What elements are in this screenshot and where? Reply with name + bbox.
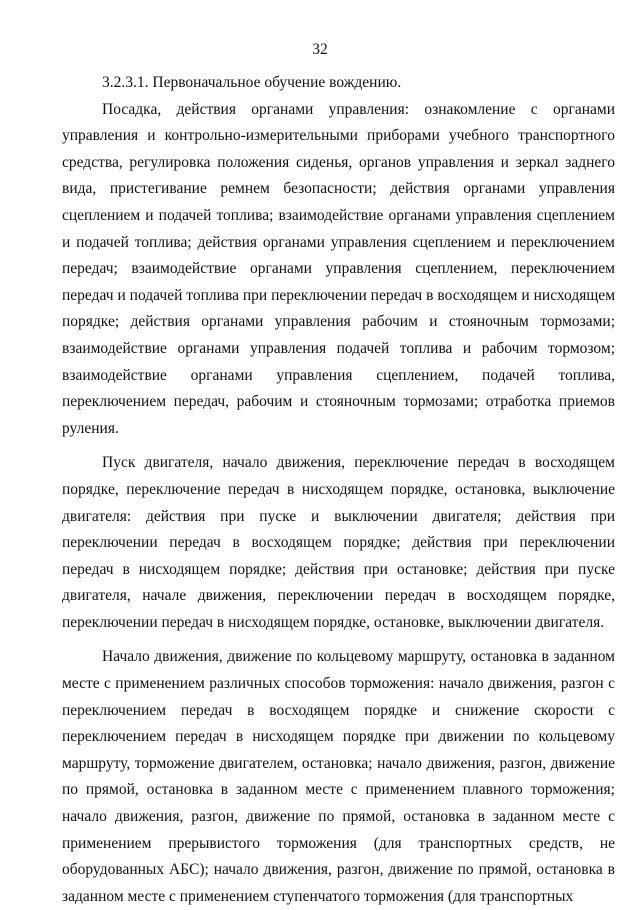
paragraph-circular-route: Начало движения, движение по кольцевому маршруту, остановка в заданном месте с применением различных способов торможения: начало движения, разгон с переключением передач в восходящем порядке и снижение скорости с переключением передач в нисходящем порядке при движении по кольцевому маршруту, торможение двигателем, остановка; начало движения, разгон, движение по прямой, остановка в заданном месте с применением плавного торможения; начало движения, разгон, движение по прямой, остановка в заданном месте с применением прерывистого торможения (для транспортных средств, не оборудованных АБС); начало движения, разгон, движение по прямой, остановка в заданном месте с применением ступенчатого торможения (для транспортных [62, 648, 615, 905]
section-heading: 3.2.3.1. Первоначальное обучение вождению. [102, 74, 402, 91]
paragraph-engine-start: Пуск двигателя, начало движения, переключение передач в восходящем порядке, переключение передач в нисходящем порядке, остановка, выключение двигателя: действия при пуске и выключении двигателя; действия при переключении передач в восходящем порядке; действия при переключении передач в нисходящем порядке; действия при остановке; действия при пуске двигателя, начале движения, переключении передач в восходящем порядке, переключении передач в нисходящем порядке, остановке, выключении двигателя. [62, 454, 615, 631]
paragraph-seating-controls: Посадка, действия органами управления: ознакомление с органами управления и контрольно-измерительными приборами учебного транспортного средства, регулировка положения сиденья, органов управления и зеркал заднего вида, пристегивание ремнем безопасности; действия органами управления сцеплением и подачей топлива; взаимодействие органами управления сцеплением и подачей топлива; действия органами управления сцеплением и переключением передач; взаимодействие органами управления сцеплением, переключением передач и подачей топлива при переключении передач в восходящем и нисходящем порядке; действия органами управления рабочим и стояночным тормозами; взаимодействие органами управления подачей топлива и рабочим тормозом; взаимодействие органами управления сцеплением, подачей топлива, переключением передач, рабочим и стояночным тормозами; отработка приемов руления. [62, 100, 615, 437]
body-text [62, 70, 615, 910]
page-number: 32 [312, 41, 328, 58]
